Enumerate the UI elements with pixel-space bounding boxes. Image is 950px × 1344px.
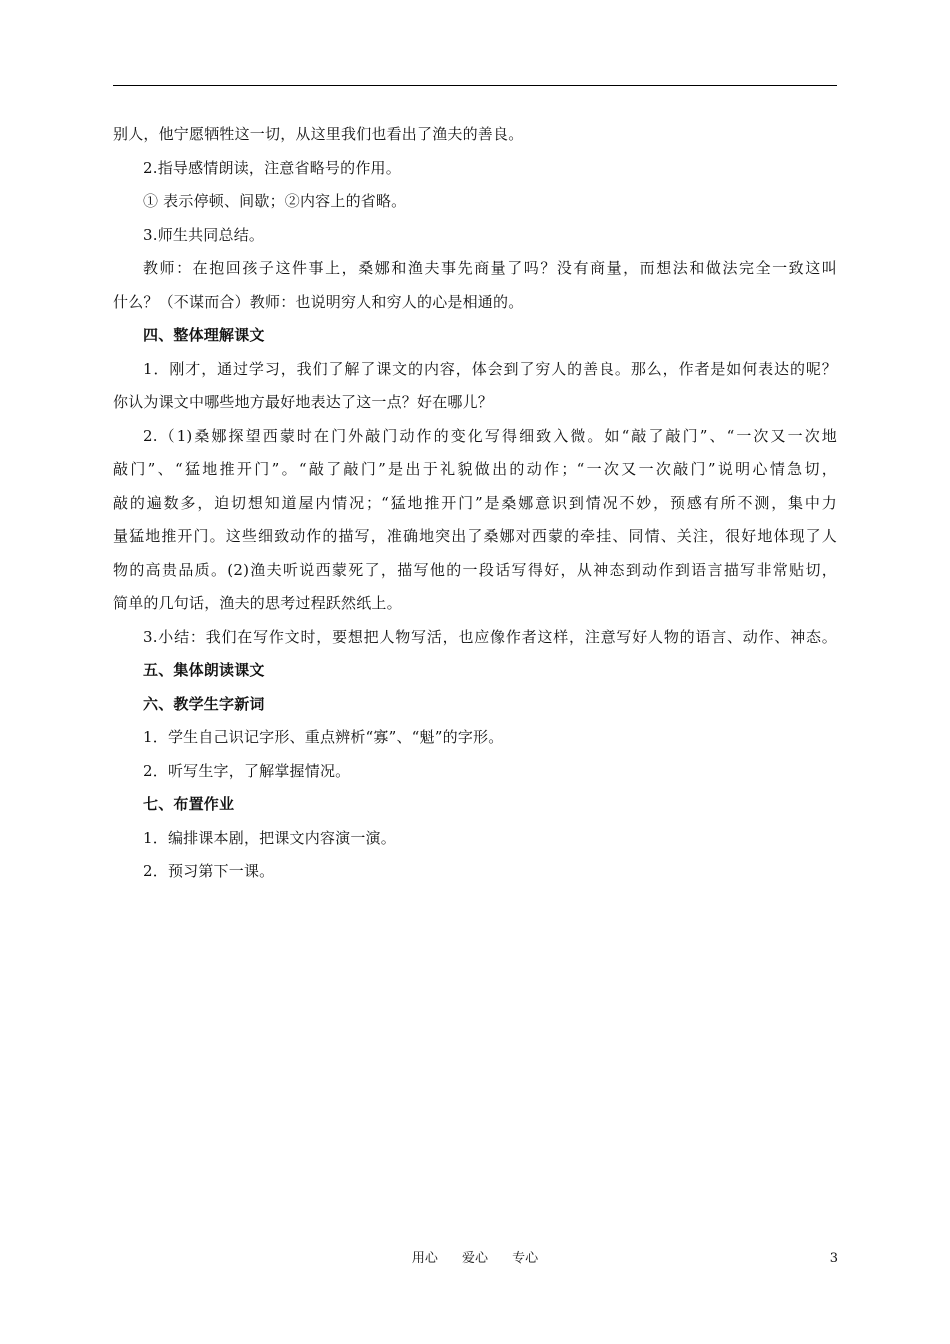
section-heading: 六、教学生字新词 [143, 694, 265, 713]
page-number: 3 [829, 1251, 838, 1266]
body-line: 你认为课文中哪些地方最好地表达了这一点？好在哪儿？ [113, 393, 494, 411]
body-line: 1．编排课本剧，把课文内容演一演。 [143, 828, 396, 847]
body-line: 物的高贵品质。(2)渔夫听说西蒙死了，描写他的一段话写得好，从神态到动作到语言描写非常贴切， [113, 560, 837, 579]
body-line: 敲门”、“猛地推开门”。“敲了敲门”是出于礼貌做出的动作；“一次又一次敲门”说明心情急切， [113, 460, 837, 478]
body-line: 2.（1)桑娜探望西蒙时在门外敲门动作的变化写得细致入微。如“敲了敲门”、“一次又一次地 [143, 426, 837, 445]
footer-motto: 爱心 [461, 1251, 488, 1266]
body-line: 1．学生自己识记字形、重点辨析“寡”、“魁”的字形。 [143, 728, 504, 746]
body-line: 量猛地推开门。这些细致动作的描写，准确地突出了桑娜对西蒙的牵挂、同情、关注，很好地体现了人 [113, 527, 837, 545]
section-heading: 五、集体朗读课文 [143, 661, 265, 679]
document-body [113, 118, 837, 889]
body-line: ① 表示停顿、间歇；②内容上的省略。 [143, 192, 407, 210]
body-line: 简单的几句话，渔夫的思考过程跃然纸上。 [113, 594, 402, 612]
body-line: 教师：在抱回孩子这件事上，桑娜和渔夫事先商量了吗？没有商量，而想法和做法完全一致这叫 [143, 259, 837, 277]
body-line: 3.师生共同总结。 [143, 225, 265, 244]
header-rule [113, 85, 837, 86]
body-line: 什么？（不谋而合）教师：也说明穷人和穷人的心是相通的。 [113, 292, 524, 311]
body-line: 2．预习第下一课。 [143, 862, 275, 880]
section-heading: 四、整体理解课文 [143, 326, 265, 344]
footer-mottos [0, 1250, 950, 1268]
body-line: 3.小结：我们在写作文时，要想把人物写活，也应像作者这样，注意写好人物的语言、动作、神态。 [143, 627, 837, 646]
footer-motto: 用心 [411, 1251, 438, 1266]
body-line: 2．听写生字，了解掌握情况。 [143, 761, 351, 780]
footer-motto: 专心 [512, 1251, 539, 1266]
section-heading: 七、布置作业 [143, 795, 235, 813]
body-line: 敲的遍数多，迫切想知道屋内情况；“猛地推开门”是桑娜意识到情况不妙，预感有所不测，集中力 [113, 493, 837, 512]
body-line: 2.指导感情朗读，注意省略号的作用。 [143, 158, 401, 177]
body-line: 1．刚才，通过学习，我们了解了课文的内容，体会到了穷人的善良。那么，作者是如何表达的呢？ [143, 359, 837, 378]
body-line: 别人，他宁愿牺牲这一切，从这里我们也看出了渔夫的善良。 [113, 125, 524, 143]
